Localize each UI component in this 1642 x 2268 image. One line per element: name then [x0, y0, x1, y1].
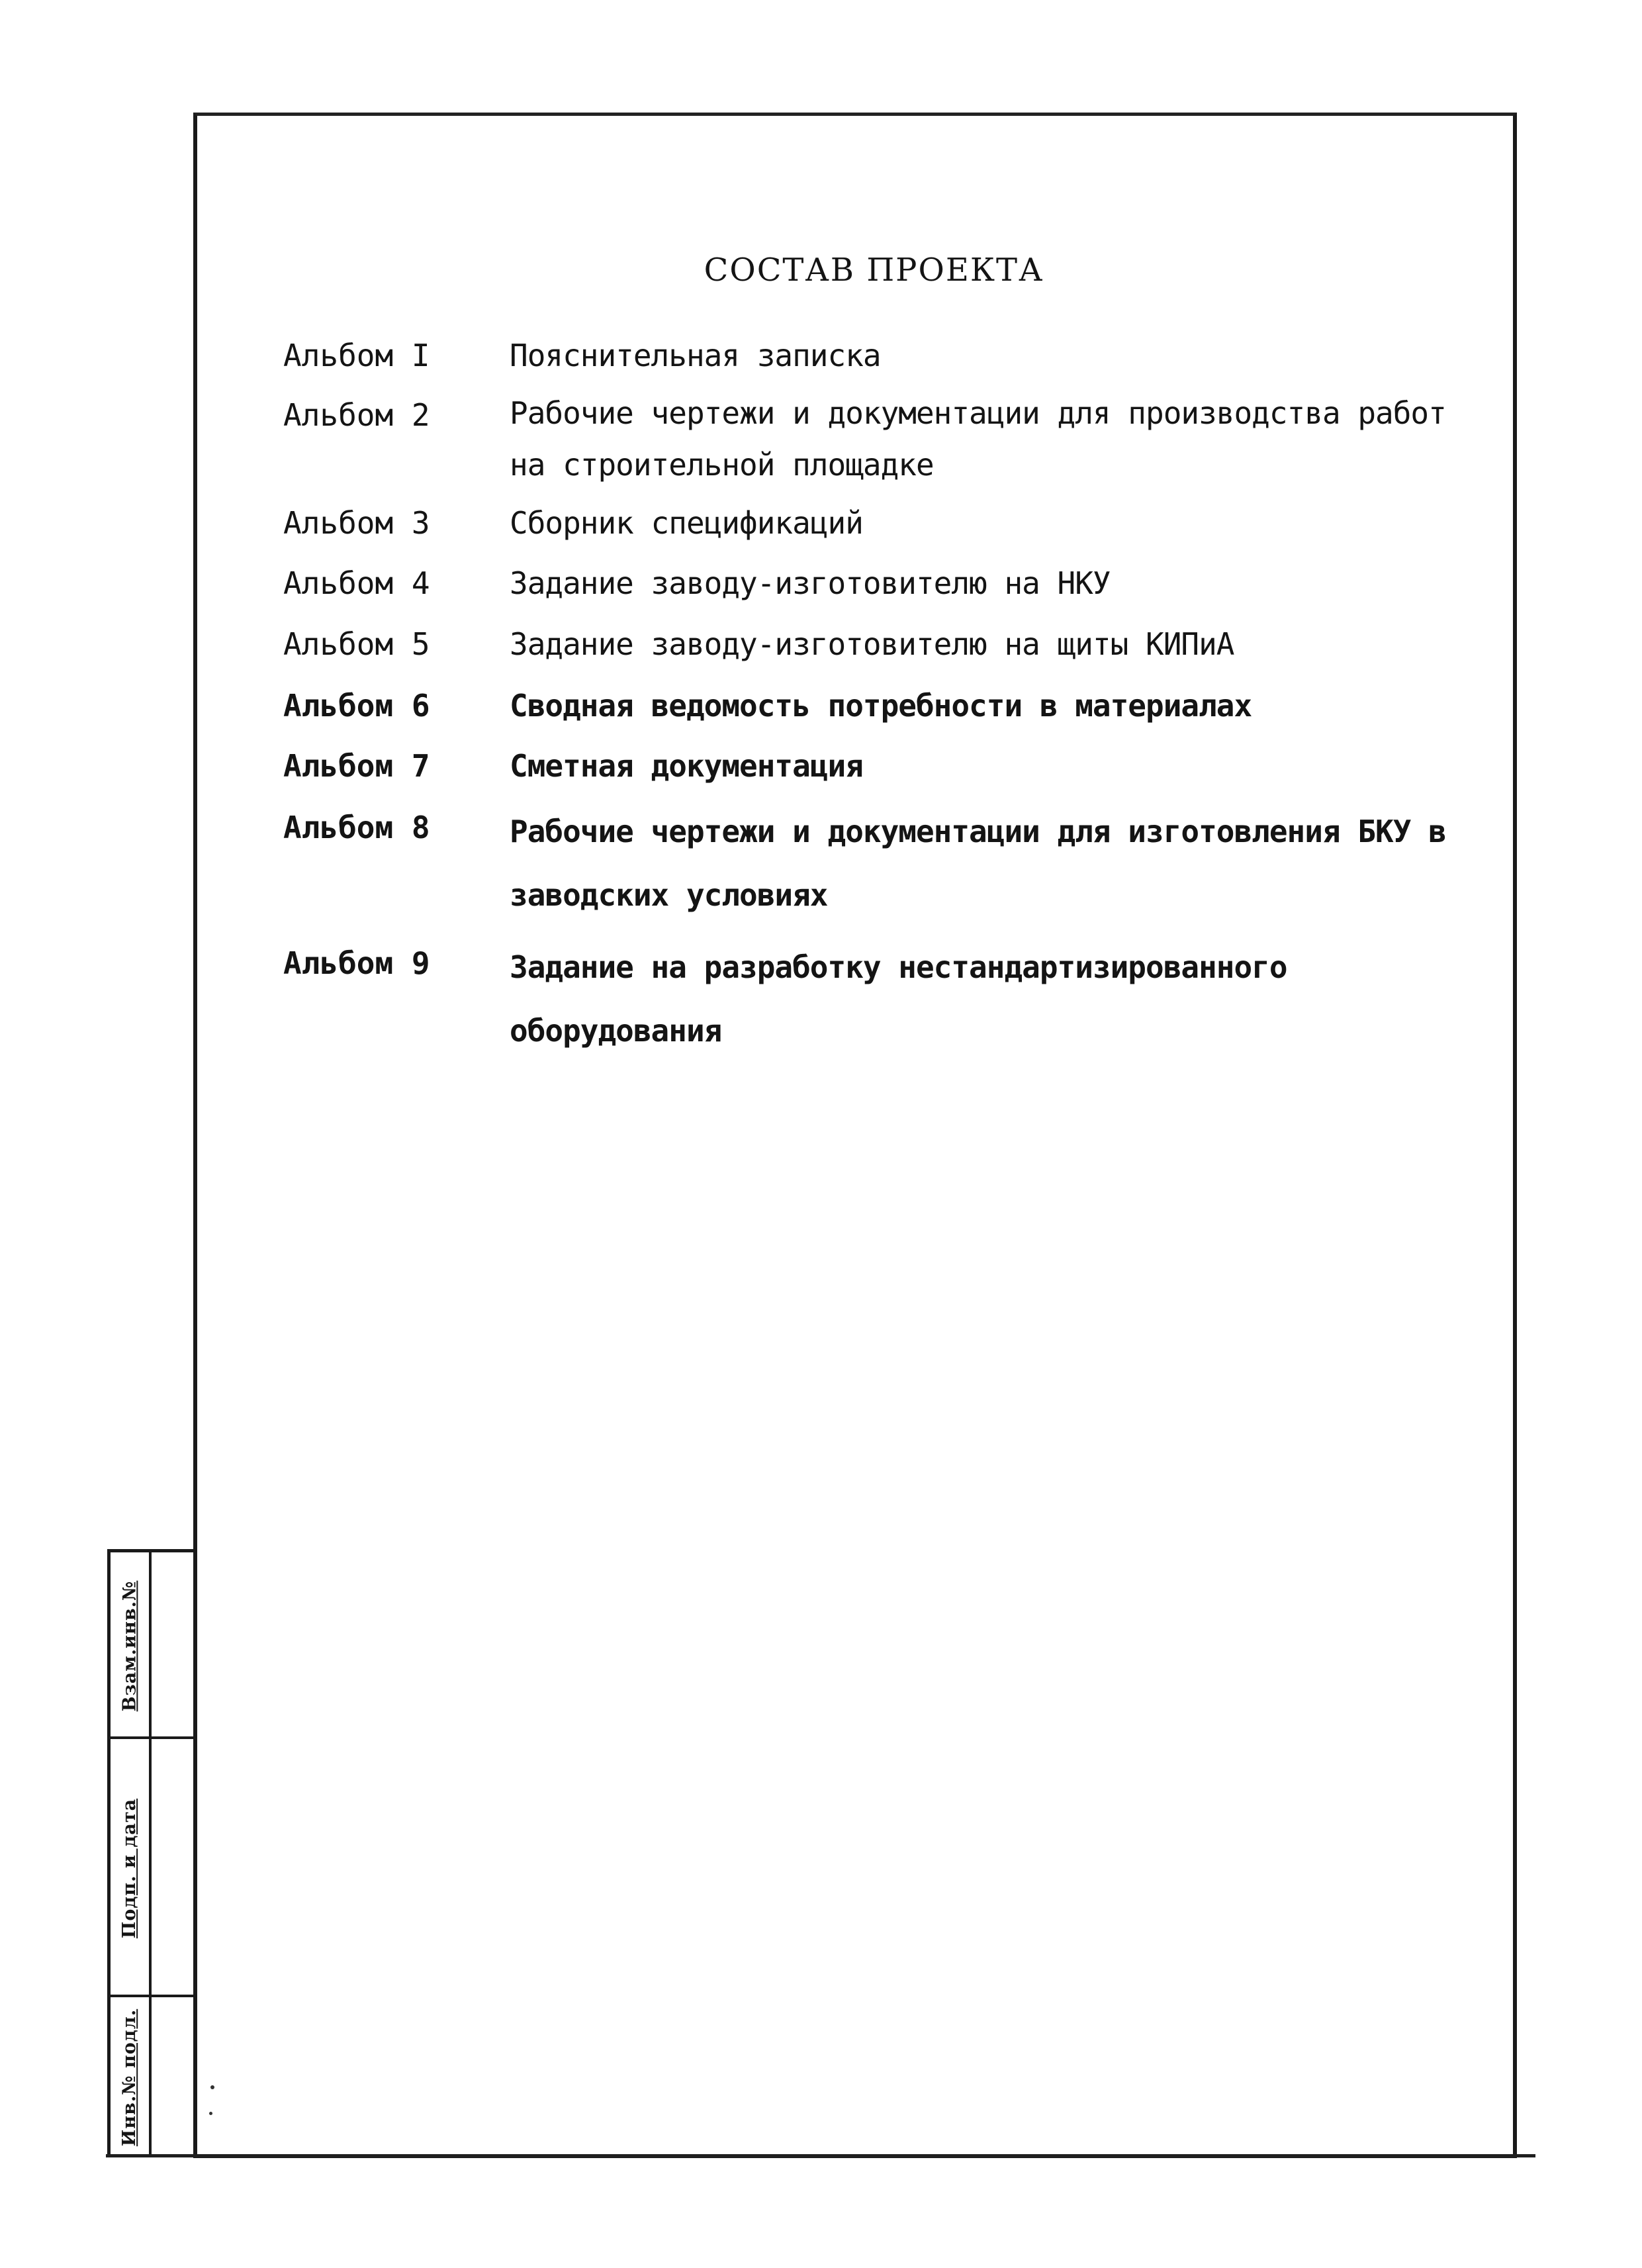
album-description: Задание на разработку нестандартизированного оборудования: [510, 949, 1287, 1049]
page-title: СОСТАВ ПРОЕКТА: [704, 252, 1044, 289]
album-description: Задание заводу-изготовителю на щиты КИПиА: [510, 626, 1234, 662]
stamp-cell-original-inv: [111, 1997, 197, 2157]
stamp-cell-replacement: [111, 1552, 197, 1739]
album-label: Альбом 8: [283, 810, 430, 845]
album-description: Рабочие чертежи и документации для изготовления БКУ в заводских условиях: [510, 814, 1446, 913]
frame-bottom-line: [106, 2154, 1535, 2157]
stamp-label-replacement-inv: Взам.инв.№: [119, 1580, 140, 1711]
side-stamp: [107, 1549, 197, 2154]
album-description: Задание заводу-изготовителю на НКУ: [510, 565, 1111, 601]
album-label: Альбом 4: [283, 565, 430, 601]
album-description: Рабочие чертежи и документации для производства работ на строительной площадке: [510, 395, 1446, 483]
album-description: Сборник спецификаций: [510, 505, 863, 541]
album-label: Альбом 3: [283, 505, 430, 541]
stamp-label-signature-date: Подп. и дата: [119, 1798, 140, 1938]
album-label: Альбом 9: [283, 945, 430, 981]
scan-speck: [210, 2085, 214, 2089]
scan-speck: [209, 2112, 212, 2115]
album-label: Альбом 5: [283, 626, 430, 662]
album-label: Альбом 6: [283, 688, 430, 724]
album-label: Альбом I: [283, 338, 430, 373]
album-label: Альбом 2: [283, 397, 430, 433]
album-description: Сметная документация: [510, 748, 863, 784]
stamp-cell-signature: [111, 1739, 197, 1997]
stamp-label-original-inv: Инв.№ подл.: [119, 2008, 140, 2146]
album-description: Пояснительная записка: [510, 338, 881, 373]
album-description: Сводная ведомость потребности в материалах: [510, 688, 1252, 724]
album-label: Альбом 7: [283, 748, 430, 784]
